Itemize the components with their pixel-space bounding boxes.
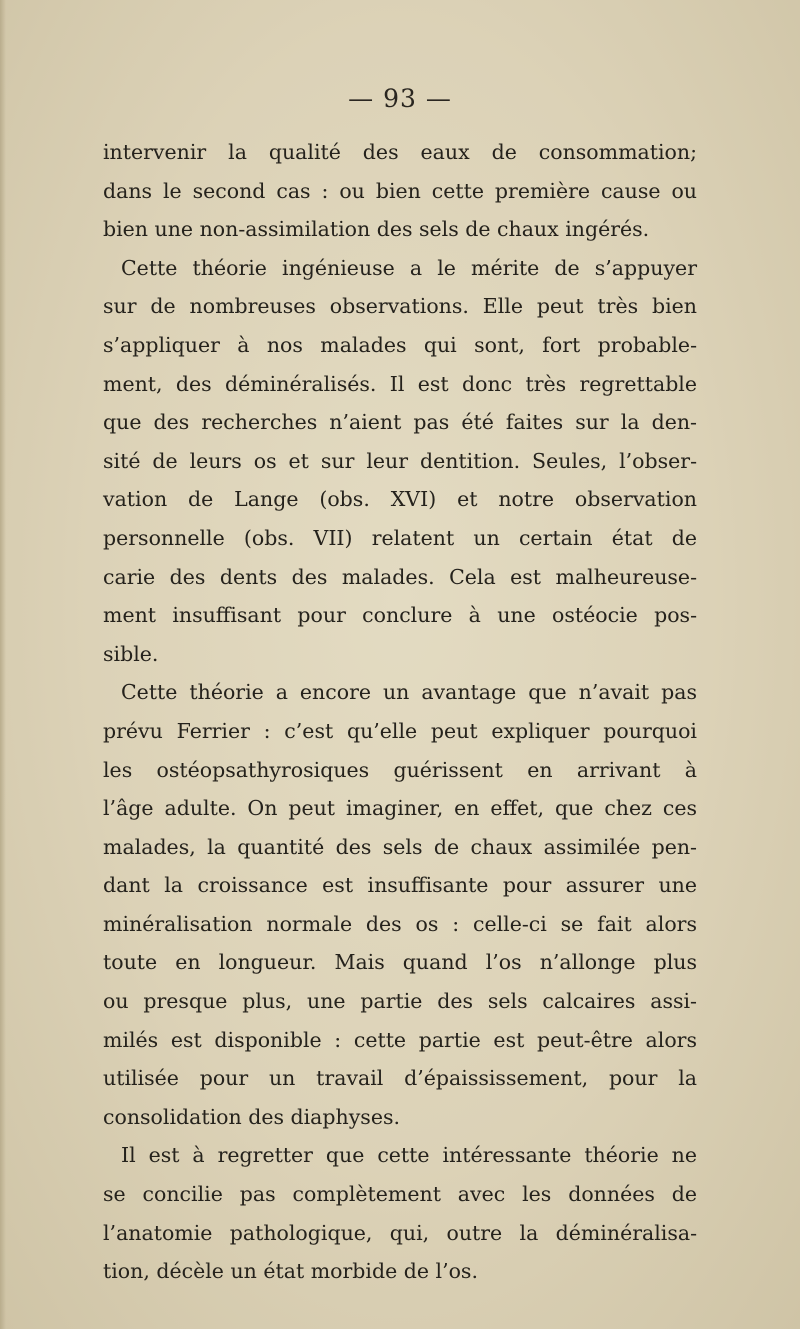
text-line: personnelle (obs. VII) relatent un certain état de	[103, 525, 697, 550]
text-line: bien une non-assimilation des sels de chaux ingérés.	[103, 217, 650, 242]
text-line: minéralisation normale des os : celle-ci se fait alors	[103, 911, 697, 936]
text-line: consolidation des diaphyses.	[103, 1104, 400, 1129]
text-line: Cette théorie a encore un avantage que n’avait pas	[121, 680, 697, 705]
text-line: malades, la quantité des sels de chaux assimilée pen-	[103, 834, 697, 859]
text-line: ment insuffisant pour conclure à une ostéocie pos-	[103, 603, 697, 628]
text-line: milés est disponible : cette partie est peut-être alors	[103, 1027, 697, 1052]
page-edge-shadow	[0, 0, 6, 1329]
text-line: ou presque plus, une partie des sels calcaires assi-	[103, 989, 697, 1014]
body-text	[103, 133, 697, 1291]
text-line: que des recherches n’aient pas été faites sur la den-	[103, 410, 697, 435]
text-line: dant la croissance est insuffisante pour assurer une	[103, 873, 697, 898]
text-line: l’âge adulte. On peut imaginer, en effet, que chez ces	[103, 796, 697, 821]
text-line: se concilie pas complètement avec les données de	[103, 1182, 697, 1207]
text-line: carie des dents des malades. Cela est malheureuse-	[103, 564, 697, 589]
text-line: prévu Ferrier : c’est qu’elle peut expliquer pourquoi	[103, 718, 697, 743]
text-line: les ostéopsathyrosiques guérissent en arrivant à	[103, 757, 697, 782]
text-line: ment, des déminéralisés. Il est donc très regrettable	[103, 371, 697, 396]
page-number: — 93 —	[348, 84, 452, 113]
text-line: vation de Lange (obs. XVI) et notre observation	[103, 487, 697, 512]
text-line: sité de leurs os et sur leur dentition. Seules, l’obser-	[103, 448, 697, 473]
text-line: intervenir la qualité des eaux de consommation;	[103, 140, 697, 164]
text-line: l’anatomie pathologique, qui, outre la déminéralisa-	[103, 1220, 697, 1245]
text-line: tion, décèle un état morbide de l’os.	[103, 1259, 478, 1284]
text-line: Il est à regretter que cette intéressante théorie ne	[121, 1143, 697, 1168]
text-line: s’appliquer à nos malades qui sont, fort probable-	[103, 332, 697, 357]
text-line: sible.	[103, 641, 159, 666]
text-line: dans le second cas : ou bien cette première cause ou	[103, 178, 697, 203]
text-line: sur de nombreuses observations. Elle peut très bien	[103, 294, 697, 319]
text-line: utilisée pour un travail d’épaississement, pour la	[103, 1066, 697, 1091]
text-line: Cette théorie ingénieuse a le mérite de s’appuyer	[121, 255, 697, 280]
text-line: toute en longueur. Mais quand l’os n’allonge plus	[103, 950, 697, 975]
